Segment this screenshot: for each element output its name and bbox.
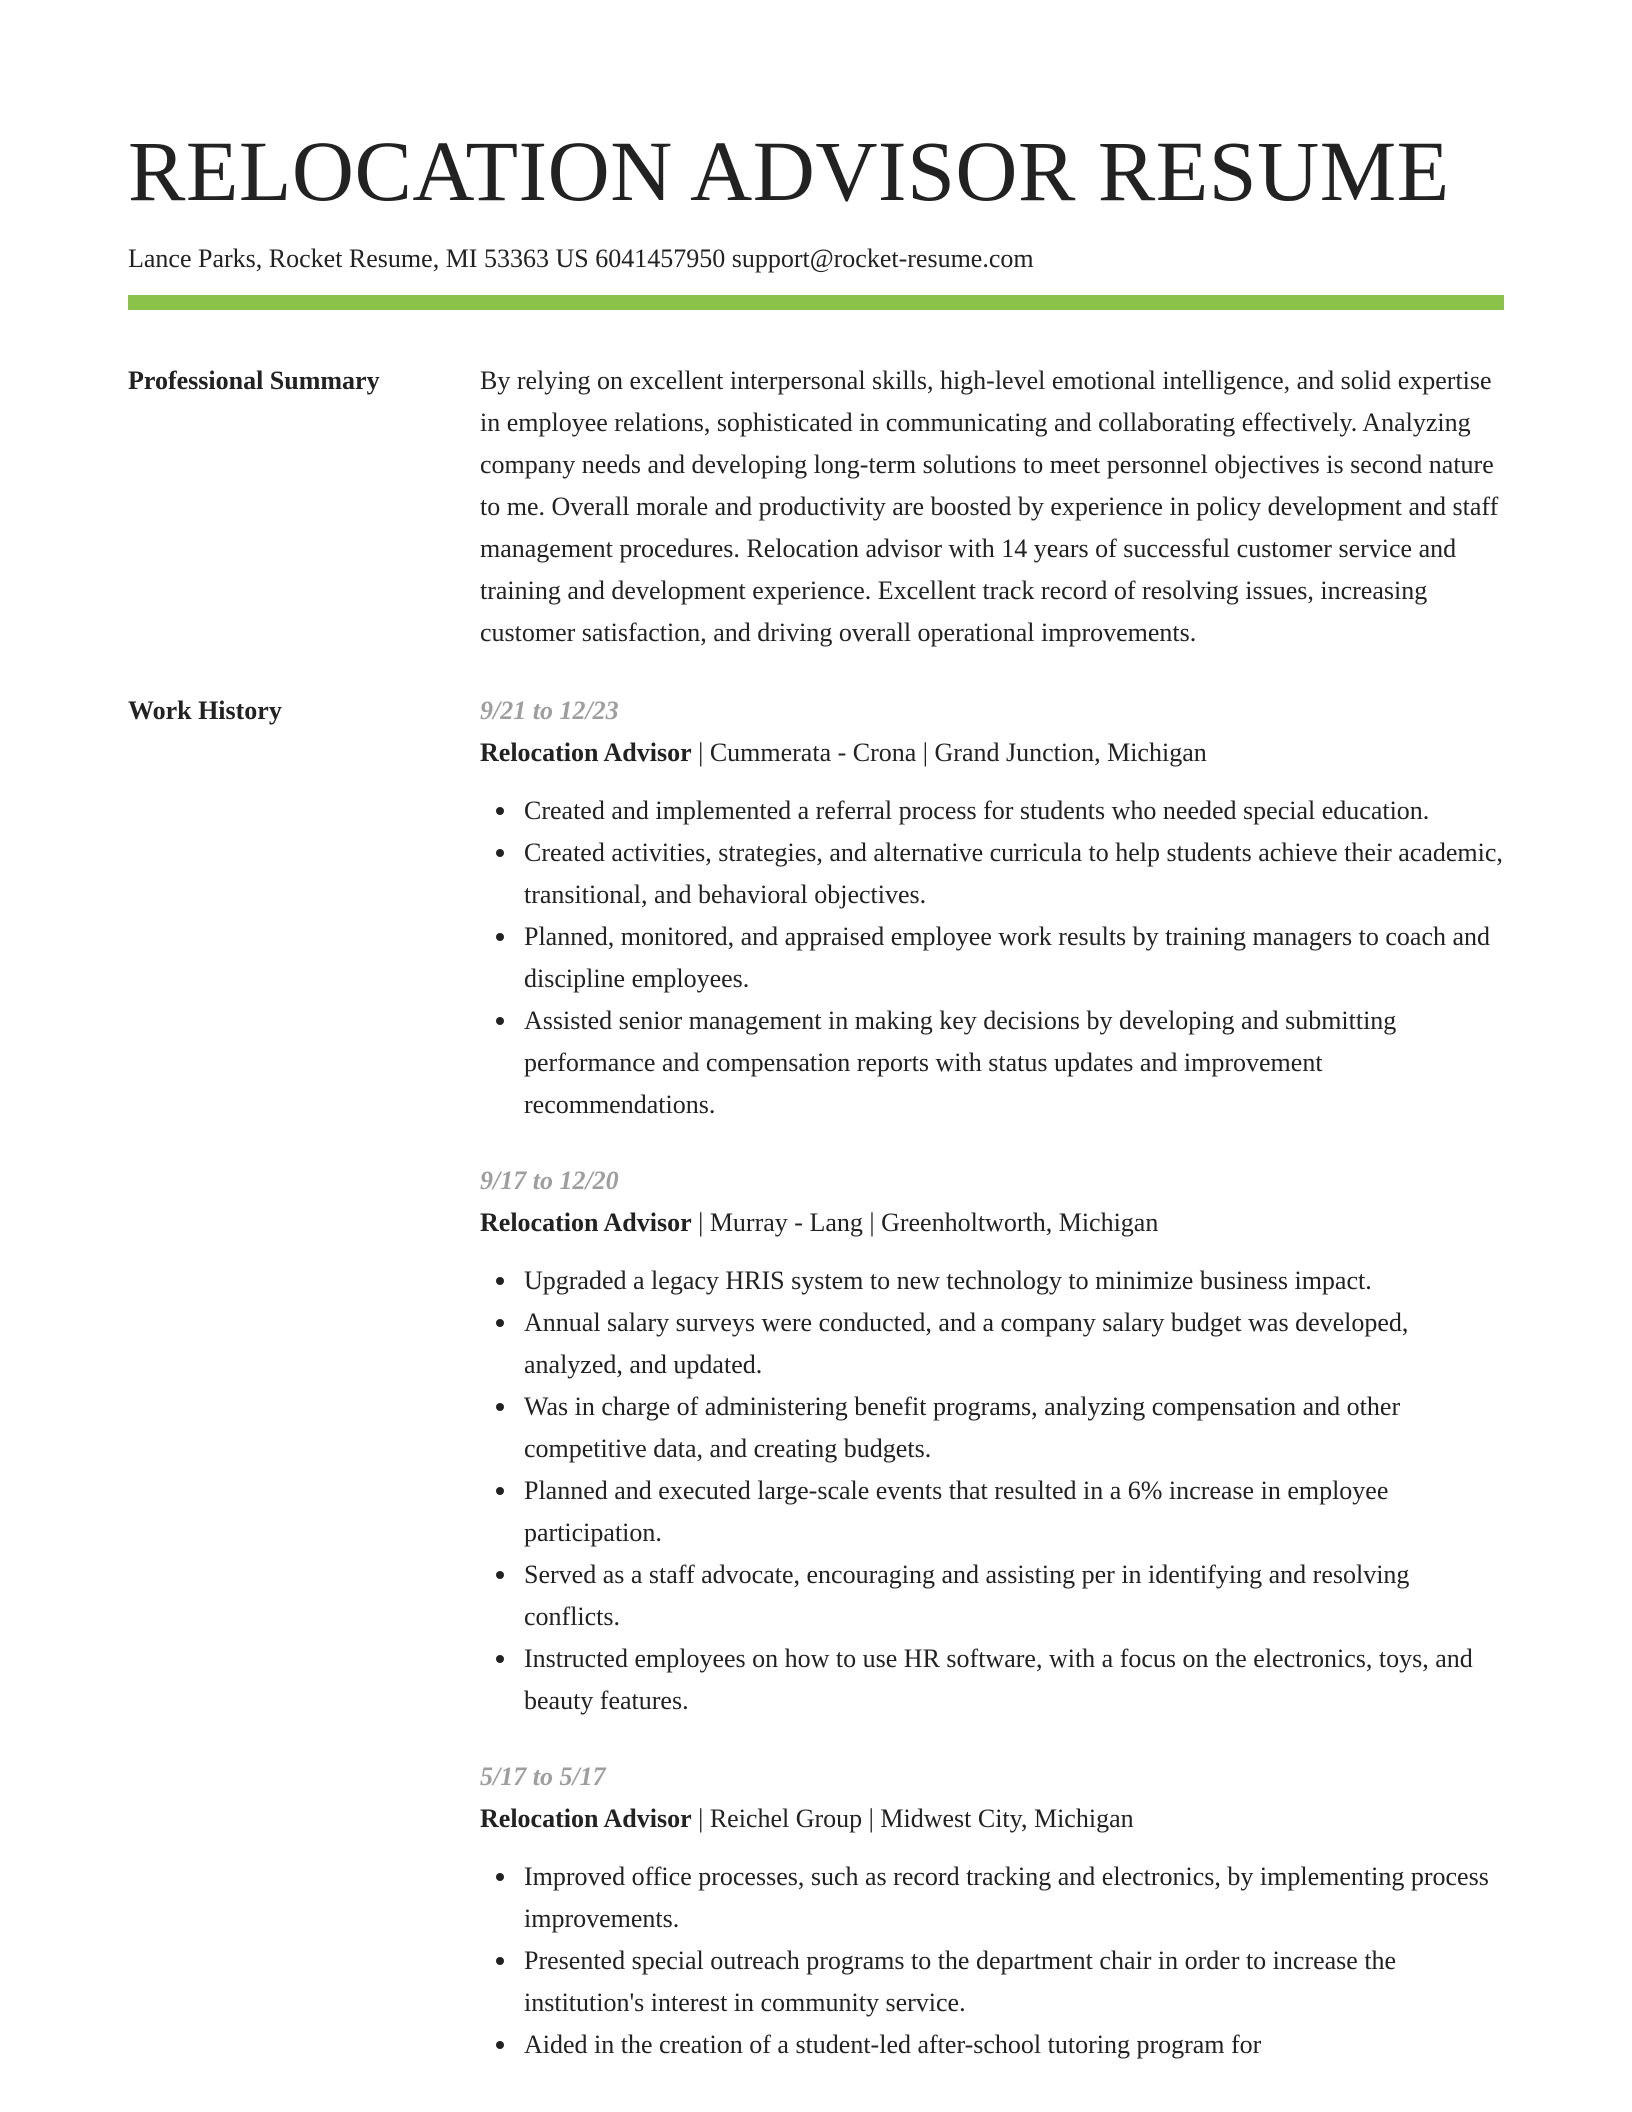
job-bullet-list [480, 1260, 1504, 1722]
accent-divider [128, 295, 1504, 310]
job-title: Relocation Advisor [480, 1208, 692, 1237]
job-bullet: Instructed employees on how to use HR software, with a focus on the electronics, toys, and beauty features. [524, 1638, 1504, 1722]
job-entry [480, 1756, 1504, 2066]
job-entry [480, 690, 1504, 1126]
job-title: Relocation Advisor [480, 1804, 692, 1833]
job-bullet: Served as a staff advocate, encouraging and assisting per in identifying and resolving conflicts. [524, 1554, 1504, 1638]
job-bullet: Upgraded a legacy HRIS system to new technology to minimize business impact. [524, 1260, 1504, 1302]
job-bullet: Assisted senior management in making key decisions by developing and submitting performance and compensation reports with status updates and improvement recommendations. [524, 1000, 1504, 1126]
job-bullet-list [480, 790, 1504, 1126]
job-dates: 9/17 to 12/20 [480, 1166, 619, 1195]
work-history-body [480, 690, 1504, 2100]
job-dates: 5/17 to 5/17 [480, 1762, 606, 1791]
job-header [480, 1202, 1504, 1244]
section-label-work-history: Work History [128, 696, 282, 725]
resume-page [128, 0, 1504, 2100]
job-title: Relocation Advisor [480, 738, 692, 767]
job-bullet: Planned and executed large-scale events that resulted in a 6% increase in employee participation. [524, 1470, 1504, 1554]
job-bullet-list [480, 1856, 1504, 2066]
job-employer-location: | Cummerata - Crona | Grand Junction, Michigan [691, 738, 1207, 767]
professional-summary-section [128, 360, 1504, 654]
job-bullet: Presented special outreach programs to the department chair in order to increase the institution's interest in community service. [524, 1940, 1504, 2024]
contact-info: Lance Parks, Rocket Resume, MI 53363 US 6041457950 support@rocket-resume.com [128, 244, 1034, 273]
job-bullet: Annual salary surveys were conducted, and a company salary budget was developed, analyzed, and updated. [524, 1302, 1504, 1386]
resume-title: RELOCATION ADVISOR RESUME [128, 123, 1450, 219]
summary-body [480, 360, 1504, 654]
job-bullet: Was in charge of administering benefit programs, analyzing compensation and other competitive data, and creating budgets. [524, 1386, 1504, 1470]
job-header [480, 732, 1504, 774]
job-employer-location: | Murray - Lang | Greenholtworth, Michigan [691, 1208, 1159, 1237]
job-employer-location: | Reichel Group | Midwest City, Michigan [691, 1804, 1134, 1833]
job-dates: 9/21 to 12/23 [480, 696, 619, 725]
section-label-professional-summary: Professional Summary [128, 366, 380, 395]
job-bullet: Created and implemented a referral process for students who needed special education. [524, 790, 1504, 832]
summary-text: By relying on excellent interpersonal skills, high-level emotional intelligence, and solid expertise in employee relations, sophisticated in communicating and collaborating effectively. Analyzing company needs and developing long-term solutions to meet personnel objectives is second nature to me. Overall morale and productivity are boosted by experience in policy development and staff management procedures. Relocation advisor with 14 years of successful customer service and training and development experience. Excellent track record of resolving issues, increasing customer satisfaction, and driving overall operational improvements. [480, 366, 1499, 647]
job-bullet: Created activities, strategies, and alternative curricula to help students achieve their academic, transitional, and behavioral objectives. [524, 832, 1504, 916]
work-history-section [128, 690, 1504, 2100]
job-bullet: Improved office processes, such as record tracking and electronics, by implementing process improvements. [524, 1856, 1504, 1940]
job-entry [480, 1160, 1504, 1722]
job-bullet: Planned, monitored, and appraised employee work results by training managers to coach and discipline employees. [524, 916, 1504, 1000]
job-header [480, 1798, 1504, 1840]
job-bullet: Aided in the creation of a student-led after-school tutoring program for [524, 2024, 1504, 2066]
